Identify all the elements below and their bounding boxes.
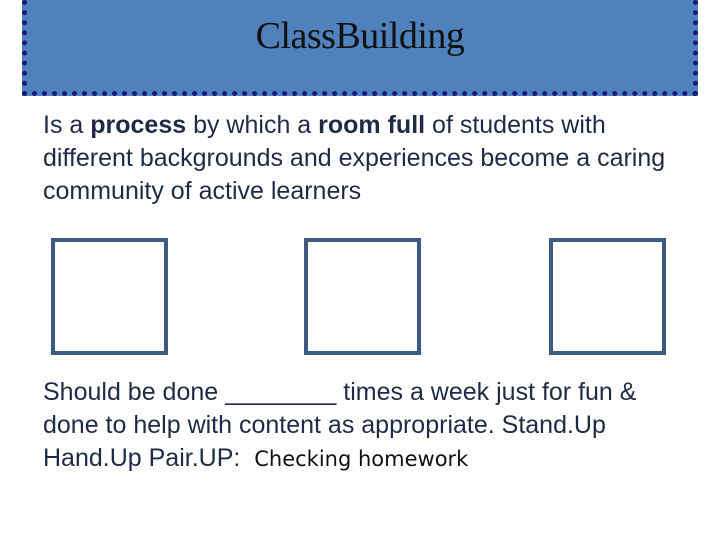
definition-text-2: by which a	[186, 111, 319, 139]
empty-square-left	[51, 238, 168, 355]
definition-bold-process: process	[90, 111, 187, 139]
definition-text-1: Is a	[43, 111, 91, 139]
details-text: Should be done ________ times a week just for fun & done to help with content as appropriate. Stand.Up Hand.Up Pair.UP:	[43, 378, 637, 472]
empty-square-center	[304, 238, 421, 355]
definition-paragraph	[43, 109, 693, 208]
definition-bold-room-full: room full	[318, 111, 426, 139]
definition-text-3: of students with different backgrounds and experiences become a caring community of active learners	[43, 111, 666, 205]
empty-square-right	[549, 238, 666, 355]
title-banner	[22, 0, 698, 96]
homework-note: Checking homework	[254, 447, 469, 471]
details-paragraph	[43, 376, 693, 476]
slide-title: ClassBuilding	[255, 15, 465, 57]
